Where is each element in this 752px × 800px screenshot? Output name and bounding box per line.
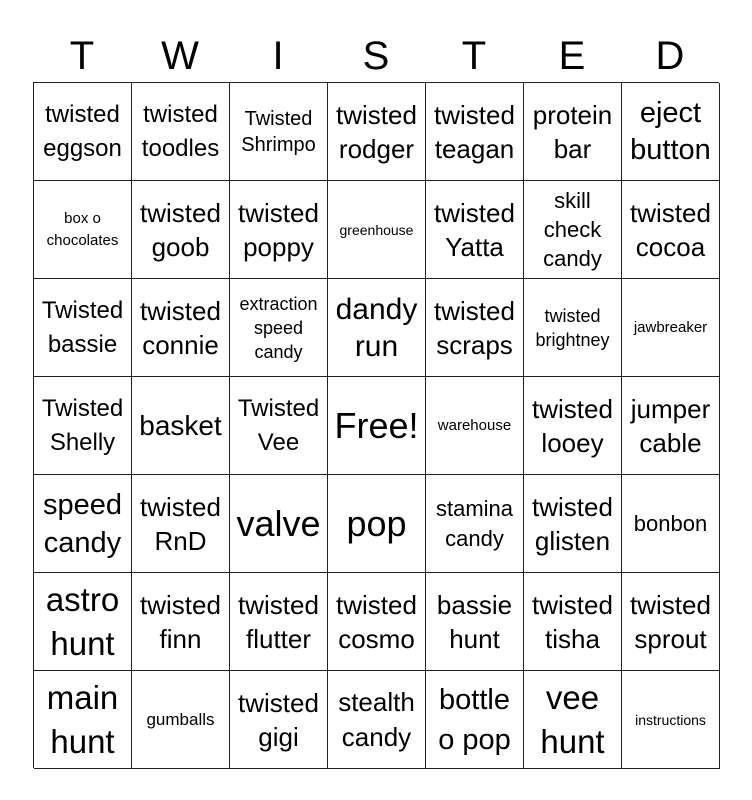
cell-label: astro hunt [45,580,120,662]
bingo-cell[interactable] [622,377,720,475]
bingo-cell[interactable] [426,279,524,377]
cell-label: twisted gigi [238,687,319,752]
bingo-cell[interactable] [524,83,622,181]
cell-label: vee hunt [540,678,605,760]
cell-label: warehouse [437,416,512,434]
cell-label: twisted poppy [238,197,319,262]
cell-label: twisted eggson [43,100,122,162]
bingo-cell[interactable] [132,573,230,671]
cell-label: main hunt [46,678,119,760]
bingo-cell[interactable] [230,573,328,671]
header-letter-t2: T [461,34,487,78]
bingo-cell[interactable] [230,181,328,279]
cell-label: protein bar [532,99,613,164]
bingo-cell[interactable] [328,181,426,279]
bingo-cell[interactable] [34,181,132,279]
bingo-cell[interactable] [622,279,720,377]
bingo-cell[interactable] [328,475,426,573]
cell-label: twisted Yatta [434,197,515,262]
bingo-cell[interactable] [426,377,524,475]
bingo-cell[interactable] [34,83,132,181]
cell-label: twisted flutter [238,589,319,654]
cell-label: instructions [635,711,706,728]
cell-label: twisted goob [140,197,221,262]
bingo-cell[interactable] [622,83,720,181]
cell-label: twisted RnD [140,491,221,556]
bingo-cell[interactable] [426,671,524,769]
bingo-cell[interactable] [426,181,524,279]
bingo-cell[interactable] [132,475,230,573]
bingo-cell[interactable] [524,573,622,671]
cell-label: bottle o pop [438,683,511,756]
cell-label: twisted tisha [532,589,613,654]
cell-label: valve [236,502,321,544]
cell-label: extraction speed candy [239,293,318,362]
cell-label: gumballs [146,709,215,729]
cell-label: twisted cocoa [630,197,711,262]
bingo-cell[interactable] [524,377,622,475]
bingo-cell[interactable] [34,671,132,769]
bingo-cell[interactable] [622,475,720,573]
bingo-cell[interactable] [230,377,328,475]
bingo-grid [33,82,719,768]
bingo-cell[interactable] [328,671,426,769]
cell-label: twisted connie [140,295,221,360]
bingo-cell[interactable] [524,475,622,573]
bingo-cell[interactable] [524,181,622,279]
cell-label: Twisted Shelly [41,394,124,456]
cell-label: eject button [630,96,711,166]
bingo-cell[interactable] [132,279,230,377]
bingo-cell[interactable] [34,377,132,475]
bingo-cell[interactable] [524,279,622,377]
cell-label: pop [346,502,407,544]
bingo-cell[interactable] [622,671,720,769]
bingo-cell[interactable] [34,475,132,573]
cell-label: greenhouse [339,221,414,238]
cell-label: box o chocolates [46,209,119,249]
bingo-header [33,30,719,82]
bingo-cell[interactable] [230,475,328,573]
bingo-cell[interactable] [230,83,328,181]
cell-label: twisted toodles [141,100,220,162]
cell-label: Twisted Shrimpo [241,107,316,156]
cell-label: Free! [334,404,419,446]
cell-label: Twisted Vee [237,394,320,456]
cell-label: twisted rodger [336,99,417,164]
cell-label: jawbreaker [633,318,708,336]
bingo-cell[interactable] [328,573,426,671]
bingo-cell[interactable] [34,573,132,671]
bingo-cell[interactable] [132,83,230,181]
cell-label: twisted teagan [434,99,515,164]
cell-label: twisted sprout [630,589,711,654]
cell-label: dandy run [335,292,418,363]
bingo-cell[interactable] [230,279,328,377]
header-letter-w: W [161,34,199,78]
cell-label: skill check candy [543,188,602,271]
header-letter-t1: T [69,34,95,78]
cell-label: bassie hunt [436,589,513,654]
cell-label: twisted looey [532,393,613,458]
bingo-cell[interactable] [230,671,328,769]
bingo-cell[interactable] [426,573,524,671]
cell-label: basket [139,409,222,441]
cell-label: stealth candy [338,686,415,752]
bingo-cell[interactable] [34,279,132,377]
cell-label: speed candy [42,488,122,559]
header-letter-e: E [558,34,586,78]
cell-label: bonbon [633,510,708,536]
cell-label: twisted finn [140,589,221,654]
bingo-cell[interactable] [622,573,720,671]
bingo-cell[interactable] [328,377,426,475]
bingo-cell[interactable] [132,377,230,475]
bingo-cell[interactable] [328,83,426,181]
bingo-cell[interactable] [426,475,524,573]
cell-label: twisted brightney [535,305,610,350]
header-letter-d: D [655,34,685,78]
header-letter-s: S [362,34,390,78]
header-letter-i: I [272,34,284,78]
cell-label: stamina candy [435,495,514,551]
bingo-cell[interactable] [132,181,230,279]
bingo-cell[interactable] [524,671,622,769]
bingo-cell[interactable] [622,181,720,279]
cell-label: Twisted bassie [41,296,124,358]
bingo-cell[interactable] [328,279,426,377]
cell-label: twisted glisten [532,491,613,556]
cell-label: twisted cosmo [336,589,417,654]
bingo-cell[interactable] [426,83,524,181]
cell-label: twisted scraps [434,295,515,360]
cell-label: jumper cable [630,393,711,458]
bingo-cell[interactable] [132,671,230,769]
